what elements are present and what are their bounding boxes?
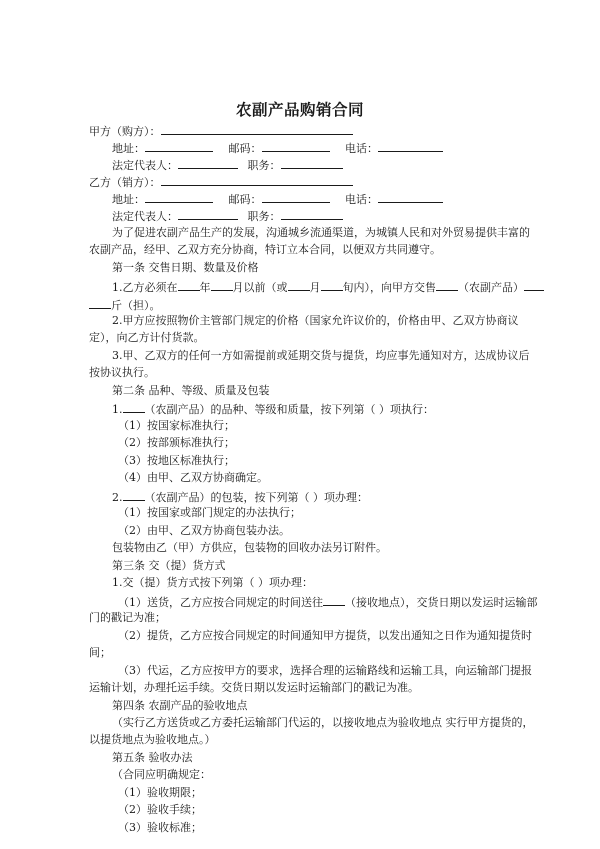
article-2-pack-opt-1: （1）按国家或部门规定的办法执行； — [118, 506, 301, 519]
party-a-phone-blank — [378, 140, 443, 152]
party-b-name-blank — [161, 174, 353, 186]
party-b-address-line: 地址： 邮码： 电话： — [112, 191, 443, 207]
page-title: 农副产品购销合同 — [235, 100, 364, 119]
party-a-zip-blank — [262, 140, 330, 152]
article-2-pack-opt-2: （2）由甲、乙双方协商包装办法。 — [118, 524, 290, 537]
article-5-intro: （合同应明确规定： — [112, 768, 211, 781]
article-3-opt-2-line2: 间； — [89, 646, 111, 659]
party-a-title-blank — [281, 157, 343, 169]
article-4-heading: 第四条 农副产品的验收地点 — [112, 699, 248, 712]
article-2-packing-note: 包装物由乙（甲）方供应，包装物的回收办法另订附件。 — [112, 541, 387, 554]
party-a-line: 甲方（购方）： — [89, 123, 353, 139]
party-b-zip-blank — [262, 191, 330, 203]
intro-line-2: 农副产品，经甲、乙双方充分协商，特订立本合同，以便双方共同遵守。 — [89, 243, 441, 256]
article-3-opt-1-line2: 门的戳记为准； — [89, 611, 166, 624]
article-3-opt-1-line1: （1）送货，乙方应按合同规定的时间送往 （接收地点），交货日期以发运时运输部 — [118, 596, 538, 609]
article-2-item-1: 1. （农副产品）的品种、等级和质量，按下列第（ ）项执行： — [112, 403, 434, 416]
article-1-item-1: 1.乙方必须在 年 月以前（或 月 旬内），向甲方交售 （农副产品） — [112, 279, 544, 295]
article-2-opt-2: （2）按部颁标准执行； — [118, 436, 235, 449]
article-2-opt-1: （1）按国家标准执行； — [118, 419, 235, 432]
article-1-heading: 第一条 交售日期、数量及价格 — [112, 261, 259, 274]
article-5-opt-1: （1）验收期限； — [118, 786, 202, 799]
article-3-opt-2-line1: （2）提货，乙方应按合同规定的时间通知甲方提货，以发出通知之日作为通知提货时 — [118, 629, 532, 642]
article-1-item-2-line2: 定），向乙方计付货款。 — [89, 331, 205, 344]
article-1-item-3-line1: 3.甲、乙双方的任何一方如需提前或延期交货与提货，均应事先通知对方，达成协议后 — [112, 349, 530, 362]
article-3-heading: 第三条 交（提）货方式 — [112, 559, 226, 572]
article-1-item-3-line2: 按协议执行。 — [89, 366, 155, 379]
party-a-name-blank — [161, 123, 353, 135]
intro-line-1: 为了促进农副产品生产的发展，沟通城乡流通渠道，为城镇人民和对外贸易提供丰富的 — [112, 226, 530, 239]
party-b-address-blank — [145, 191, 213, 203]
article-4-line1: （实行乙方送货或乙方委托运输部门代运的，以接收地点为验收地点 实行甲方提货的， — [112, 716, 534, 729]
article-3-opt-3-line2: 运输计划，办理托运手续。交货日期以发运时运输部门的戳记为准。 — [89, 681, 419, 694]
party-a-rep-line: 法定代表人： 职务： — [112, 157, 343, 173]
party-b-title-blank — [281, 208, 343, 220]
article-1-item-1-cont: 斤（担）。 — [89, 297, 161, 313]
article-2-opt-3: （3）按地区标准执行； — [118, 454, 235, 467]
article-2-opt-4: （4）由甲、乙双方协商确定。 — [118, 471, 268, 484]
article-5-opt-3: （3）验收标准； — [118, 821, 202, 834]
party-b-phone-blank — [378, 191, 443, 203]
article-3-item-1: 1.交（提）货方式按下列第（ ）项办理： — [112, 576, 313, 589]
party-a-address-line: 地址： 邮码： 电话： — [112, 140, 443, 156]
article-4-line2: 以提货地点为验收地点。） — [89, 733, 216, 746]
article-5-heading: 第五条 验收办法 — [112, 751, 193, 764]
article-1-item-2-line1: 2.甲方应按照物价主管部门规定的价格（国家允许议价的，价格由甲、乙双方协商议 — [112, 314, 519, 327]
party-b-rep-line: 法定代表人： 职务： — [112, 208, 343, 224]
article-5-opt-2: （2）验收手续； — [118, 803, 202, 816]
party-a-rep-blank — [178, 157, 238, 169]
party-a-address-blank — [145, 140, 213, 152]
article-2-item-2: 2. （农副产品）的包装，按下列第（ ）项办理： — [112, 491, 368, 504]
party-b-line: 乙方（销方）： — [89, 174, 353, 190]
article-2-heading: 第二条 品种、等级、质量及包装 — [112, 384, 270, 397]
party-b-rep-blank — [178, 208, 238, 220]
article-3-opt-3-line1: （3）代运，乙方应按甲方的要求，选择合理的运输路线和运输工具，向运输部门提报 — [118, 664, 532, 677]
